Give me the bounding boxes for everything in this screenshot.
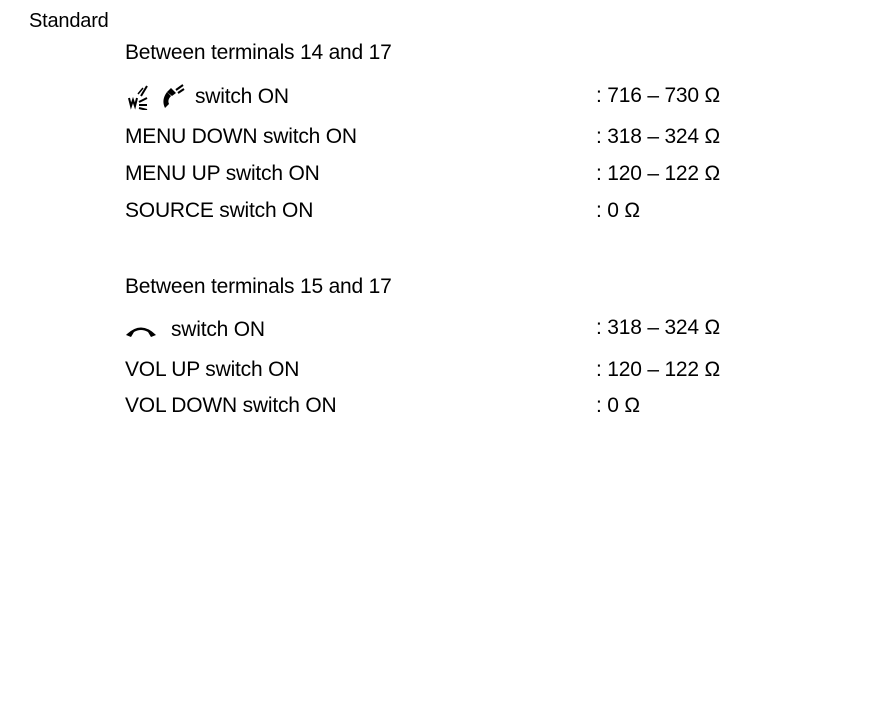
standard-heading: Standard bbox=[29, 10, 109, 32]
row-value: : 318 – 324 Ω bbox=[596, 125, 721, 148]
spec-row bbox=[125, 358, 299, 382]
spec-row bbox=[125, 84, 289, 110]
voice-recognition-icon bbox=[125, 84, 149, 110]
phone-pickup-icon bbox=[159, 84, 185, 110]
spec-row bbox=[125, 394, 336, 418]
spec-row bbox=[125, 162, 320, 186]
row-value: : 0 Ω bbox=[596, 199, 640, 222]
row-label: SOURCE switch ON bbox=[125, 199, 314, 222]
row-value: : 120 – 122 Ω bbox=[596, 358, 721, 381]
phone-hangup-icon bbox=[125, 322, 157, 338]
row-label: VOL DOWN switch ON bbox=[125, 394, 337, 417]
row-value: : 318 – 324 Ω bbox=[596, 316, 721, 339]
row-label: switch ON bbox=[195, 85, 289, 108]
row-value: : 120 – 122 Ω bbox=[596, 162, 721, 185]
spec-row bbox=[125, 125, 357, 149]
row-label: VOL UP switch ON bbox=[125, 358, 300, 381]
row-label: MENU DOWN switch ON bbox=[125, 125, 357, 148]
section-title: Between terminals 15 and 17 bbox=[125, 275, 392, 298]
spec-row bbox=[125, 199, 313, 223]
section-title: Between terminals 14 and 17 bbox=[125, 41, 392, 64]
row-value: : 0 Ω bbox=[596, 394, 640, 417]
row-label: switch ON bbox=[171, 318, 265, 341]
row-value: : 716 – 730 Ω bbox=[596, 84, 721, 107]
spec-row bbox=[125, 318, 265, 342]
row-label: MENU UP switch ON bbox=[125, 162, 320, 185]
